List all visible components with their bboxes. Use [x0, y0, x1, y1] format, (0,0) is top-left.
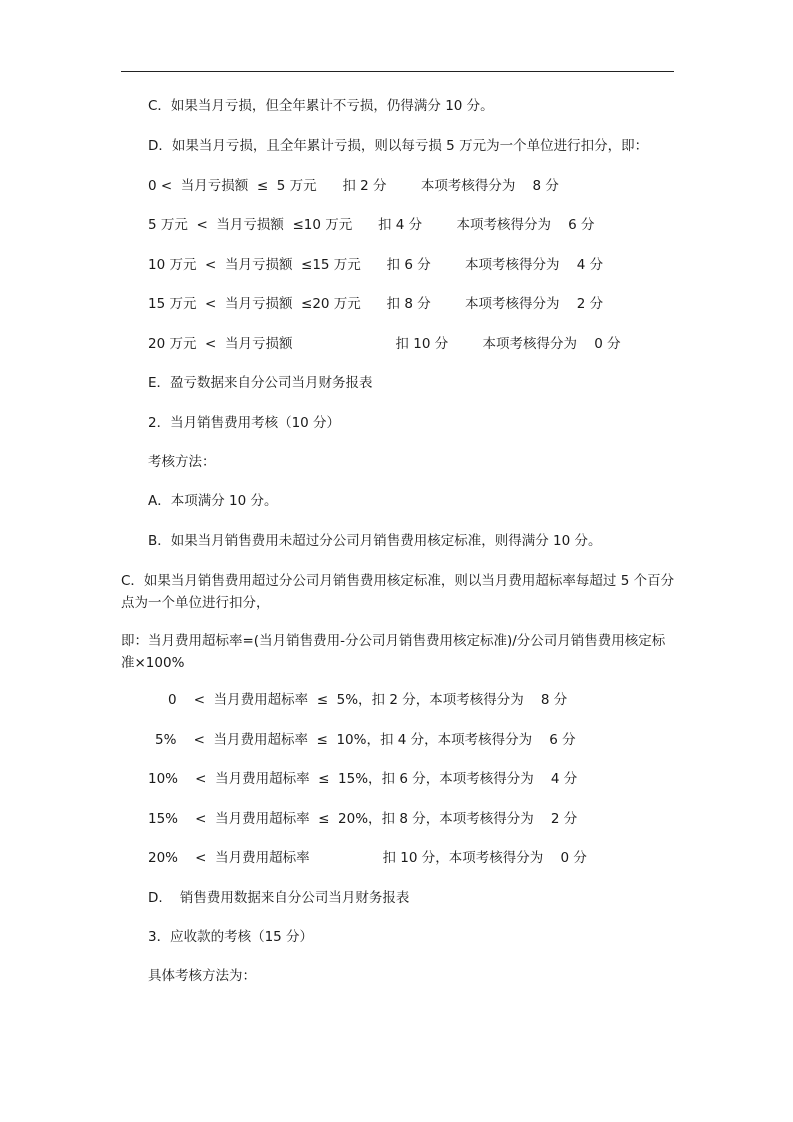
- formula-overrun-rate: 即：当月费用超标率=(当月销售费用-分公司月销售费用核定标准)/分公司月销售费用核定标准×100%: [121, 633, 666, 671]
- paragraph-c-over-standard: C．如果当月销售费用超过分公司月销售费用核定标准，则以当月费用超标率每超过 5 个百分点为一个单位进行扣分，: [121, 573, 675, 611]
- expense-tier-5: 20% < 当月费用超标率 扣 10 分，本项考核得分为 0 分: [148, 850, 587, 866]
- header-rule: [121, 71, 674, 72]
- paragraph-d-annual-loss: D．如果当月亏损，且全年累计亏损，则以每亏损 5 万元为一个单位进行扣分，即：: [148, 138, 649, 154]
- paragraph-e-data-source: E．盈亏数据来自分公司当月财务报表: [148, 375, 373, 391]
- section-heading-sales-expense: 2．当月销售费用考核（10 分）: [148, 415, 341, 431]
- paragraph-a-full-score: A．本项满分 10 分。: [148, 493, 278, 509]
- expense-tier-1: 0 < 当月费用超标率 ≤ 5%，扣 2 分，本项考核得分为 8 分: [168, 692, 568, 708]
- expense-tier-2: 5% < 当月费用超标率 ≤ 10%，扣 4 分，本项考核得分为 6 分: [155, 732, 576, 748]
- paragraph-b-within-standard: B．如果当月销售费用未超过分公司月销售费用核定标准，则得满分 10 分。: [148, 533, 602, 549]
- paragraph-d-expense-source: D. 销售费用数据来自分公司当月财务报表: [148, 890, 410, 906]
- paragraph-c-no-annual-loss: C．如果当月亏损，但全年累计不亏损，仍得满分 10 分。: [148, 98, 494, 114]
- method-label: 考核方法：: [148, 454, 216, 470]
- loss-tier-2: 5 万元 < 当月亏损额 ≤10 万元 扣 4 分 本项考核得分为 6 分: [148, 217, 595, 233]
- expense-tier-3: 10% < 当月费用超标率 ≤ 15%，扣 6 分，本项考核得分为 4 分: [148, 771, 578, 787]
- loss-tier-5: 20 万元 < 当月亏损额 扣 10 分 本项考核得分为 0 分: [148, 336, 621, 352]
- expense-tier-4: 15% < 当月费用超标率 ≤ 20%，扣 8 分，本项考核得分为 2 分: [148, 811, 578, 827]
- loss-tier-1: 0 < 当月亏损额 ≤ 5 万元 扣 2 分 本项考核得分为 8 分: [148, 178, 559, 194]
- loss-tier-3: 10 万元 < 当月亏损额 ≤15 万元 扣 6 分 本项考核得分为 4 分: [148, 257, 604, 273]
- section-heading-receivables: 3．应收款的考核（15 分）: [148, 929, 314, 945]
- loss-tier-4: 15 万元 < 当月亏损额 ≤20 万元 扣 8 分 本项考核得分为 2 分: [148, 296, 604, 312]
- specific-method-label: 具体考核方法为：: [148, 968, 256, 984]
